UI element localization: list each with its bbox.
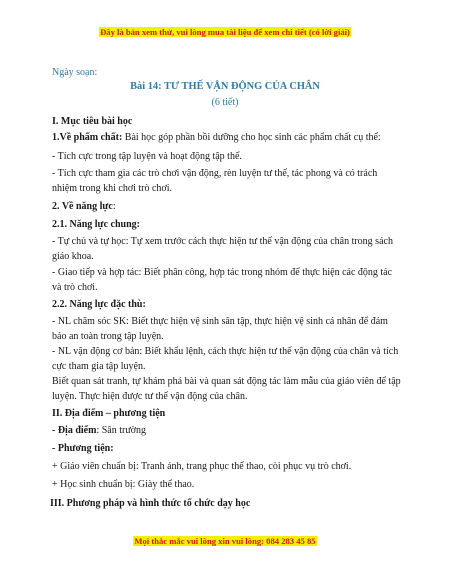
teacher-prep-line: + Giáo viên chuẩn bị: Tranh ảnh, trang phục thể thao, còi phục vụ trò chơi. — [52, 461, 352, 472]
preview-banner-text: Đây là bản xem thử, vui lòng mua tài liệu để xem chi tiết (có lời giải) — [100, 27, 350, 37]
preview-banner — [0, 27, 450, 38]
contact-banner — [0, 536, 450, 547]
lesson-title: Bài 14: TƯ THẾ VẬN ĐỘNG CỦA CHÂN — [130, 81, 320, 92]
specific-competency-item-3: Biết quan sát tranh, tự khám phá bài và quan sát động tác làm mẫu của giáo viên để tập luyện. Thực hiện được tư thế vận động của chân. — [52, 376, 401, 402]
contact-banner-text: Mọi thắc mắc vui lòng xin vui lòng: 084 283 45 85 — [134, 536, 316, 546]
competency-colon: : — [112, 201, 116, 212]
quality-item-1: - Tích cực trong tập luyện và hoạt động tập thể. — [52, 151, 242, 162]
specific-competency-heading: 2.2. Năng lực đặc thù: — [52, 299, 146, 310]
place-label: - Địa điểm — [52, 425, 97, 436]
place-text: : Sân trường — [96, 425, 147, 436]
lesson-duration: (6 tiết) — [211, 97, 239, 108]
specific-competency-item-1: - NL chăm sóc SK: Biết thực hiện vệ sinh sân tập, thực hiện vệ sinh cá nhân để đảm bảo an toàn trong tập luyện. — [52, 316, 388, 342]
specific-competency-item-2: - NL vận động cơ bản: Biết khẩu lệnh, cách thực hiện tư thế vận động của chân và tích cực tham gia tập luyện. — [52, 346, 399, 372]
section-heading-objectives: I. Mục tiêu bài học — [52, 116, 133, 127]
quality-item-2: - Tích cực tham gia các trò chơi vận động, rèn luyện tư thế, tác phong và có trách nhiệm trong khi chơi trò chơi. — [52, 168, 378, 194]
competency-heading — [52, 200, 402, 214]
date-label: Ngày soạn: — [52, 67, 98, 78]
student-prep-line: + Học sinh chuẩn bị: Giày thể thao. — [52, 479, 195, 490]
competency-label: 2. Về năng lực — [52, 201, 113, 212]
qualities-paragraph — [52, 131, 402, 145]
general-competency-item-2: - Giao tiếp và hợp tác: Biết phân công, hợp tác trong nhóm để thực hiện các động tác và trò chơi. — [52, 267, 393, 293]
means-heading: - Phương tiện: — [52, 443, 114, 454]
section-heading-location: II. Địa điểm – phương tiện — [52, 408, 166, 419]
section-heading-methods: III. Phương pháp và hình thức tổ chức dạy học — [50, 498, 251, 509]
qualities-text: Bài học góp phần bồi dưỡng cho học sinh các phẩm chất cụ thể: — [122, 132, 381, 143]
place-line — [52, 424, 402, 438]
general-competency-item-1: - Tự chủ và tự học: Tự xem trước cách thực hiện tư thế vận động của chân trong sách giáo khoa. — [52, 236, 393, 262]
general-competency-heading: 2.1. Năng lực chung: — [52, 219, 140, 230]
qualities-label: 1.Về phẩm chất: — [52, 132, 123, 143]
